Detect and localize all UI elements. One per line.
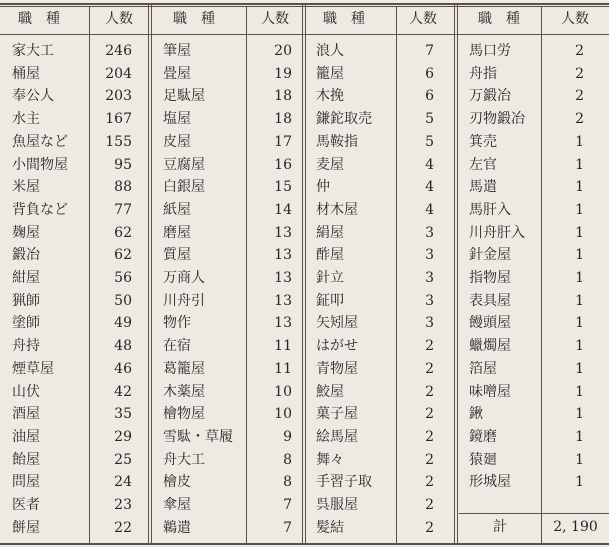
occupation-name: 酢屋 (316, 247, 344, 264)
occupation-count: 95 (114, 156, 132, 173)
occupation-count: 3 (425, 315, 434, 332)
occupation-count: 5 (425, 111, 434, 128)
occupation-count: 16 (274, 156, 292, 173)
occupation-name: 奉公人 (12, 88, 54, 105)
occupation-count: 13 (274, 292, 292, 309)
occupation-count: 2 (425, 519, 434, 536)
occupation-name: 鍛冶 (12, 247, 40, 264)
occupation-name: 紙屋 (163, 201, 191, 218)
occupation-count: 14 (274, 201, 292, 218)
occupation-name: 絵馬屋 (316, 428, 358, 445)
occupation-name: 檜物屋 (163, 406, 205, 423)
occupation-count: 2 (425, 497, 434, 513)
occupation-name: 魚屋など (12, 133, 68, 150)
header-count-4: 人数 (561, 11, 589, 27)
block-divider-1b (151, 3, 152, 545)
occupation-name: 家大工 (12, 43, 54, 59)
occupation-count: 4 (425, 201, 434, 218)
occupation-name: 馬口労 (469, 43, 511, 59)
occupation-name: 形城屋 (469, 474, 511, 491)
occupation-name: 指物屋 (469, 270, 511, 286)
occupation-count: 62 (114, 224, 132, 241)
occupation-count: 6 (425, 88, 434, 105)
occupation-name: 山伏 (12, 383, 40, 400)
occupation-count: 1 (575, 474, 584, 491)
header-count-2: 人数 (261, 11, 289, 27)
occupation-count: 19 (274, 65, 292, 82)
occupation-name: 髪結 (316, 519, 344, 536)
occupation-count: 1 (575, 428, 584, 445)
occupation-name: 水主 (12, 111, 40, 128)
occupation-count: 13 (274, 315, 292, 332)
occupation-name: 舟指 (469, 65, 497, 82)
occupation-count: 46 (114, 360, 132, 377)
occupation-name: 畳屋 (163, 65, 191, 82)
occupation-count: 8 (283, 451, 292, 468)
occupation-name: 鎌鉈取売 (316, 111, 372, 128)
header-occupation-2: 職 種 (173, 11, 215, 27)
occupation-count: 48 (114, 338, 132, 355)
occupation-count: 22 (114, 519, 132, 536)
occupation-name: 馬肝入 (469, 201, 511, 218)
occupation-name: 飴屋 (12, 451, 40, 468)
occupation-name: 馬遣 (469, 179, 497, 196)
occupation-count: 1 (575, 383, 584, 400)
occupation-count: 11 (274, 360, 292, 377)
occupation-name: 雪駄・草履 (163, 428, 233, 445)
block-divider-2a (302, 3, 303, 545)
header-occupation-3: 職 種 (323, 11, 365, 27)
block-divider-1a (148, 3, 149, 545)
occupation-count: 11 (274, 338, 292, 355)
occupation-name: 塩屋 (163, 111, 191, 128)
occupation-count: 3 (425, 224, 434, 241)
occupation-name: 手習子取 (316, 474, 372, 491)
occupation-count: 20 (274, 43, 292, 59)
occupation-count: 2 (425, 360, 434, 377)
occupation-name: 鵜遣 (163, 519, 191, 536)
occupation-count: 42 (114, 383, 132, 400)
occupation-name: 塗師 (12, 315, 40, 332)
occupation-name: 仲 (316, 179, 330, 196)
occupation-count: 62 (114, 247, 132, 264)
occupation-count: 3 (425, 292, 434, 309)
occupation-count: 9 (283, 428, 292, 445)
occupation-name: 背負など (12, 201, 68, 218)
occupation-name: 小間物屋 (12, 156, 68, 173)
occupation-name: 表具屋 (469, 292, 511, 309)
occupation-count: 18 (274, 88, 292, 105)
occupation-name: 麹屋 (12, 224, 40, 241)
occupation-count: 1 (575, 292, 584, 309)
occupation-name: 木薬屋 (163, 383, 205, 400)
occupation-count: 49 (114, 315, 132, 332)
occupation-count: 3 (425, 270, 434, 286)
occupation-count: 10 (274, 406, 292, 423)
occupation-name: 磨屋 (163, 224, 191, 241)
occupation-count: 1 (575, 179, 584, 196)
occupation-name: 菓子屋 (316, 406, 358, 423)
occupation-count: 2 (425, 338, 434, 355)
occupation-name: 豆腐屋 (163, 156, 205, 173)
occupation-name: 猿廻 (469, 451, 497, 468)
block-divider-3b (457, 3, 458, 545)
occupation-name: 麦屋 (316, 156, 344, 173)
occupation-name: 鏡磨 (469, 428, 497, 445)
occupation-name: 川舟肝入 (469, 224, 525, 241)
occupation-name: 絹屋 (316, 224, 344, 241)
occupation-name: 箕売 (469, 133, 497, 150)
occupation-count: 8 (283, 474, 292, 491)
occupation-count: 18 (274, 111, 292, 128)
occupation-name: 万鍛冶 (469, 88, 511, 105)
occupation-name: 鉦叩 (316, 292, 344, 309)
occupation-count: 7 (425, 43, 434, 59)
occupation-name: 桶屋 (12, 65, 40, 82)
occupation-count: 1 (575, 315, 584, 332)
occupation-count: 155 (105, 133, 132, 150)
occupation-name: 足駄屋 (163, 88, 205, 105)
occupation-name: 皮屋 (163, 133, 191, 150)
occupation-count: 7 (283, 497, 292, 513)
occupation-count: 2 (425, 383, 434, 400)
occupation-count: 1 (575, 156, 584, 173)
occupation-name: 材木屋 (316, 201, 358, 218)
total-value: 2, 190 (553, 519, 598, 535)
occupation-name: 矢矧屋 (316, 315, 358, 332)
occupation-count: 2 (575, 65, 584, 82)
occupation-count: 2 (575, 111, 584, 128)
occupation-name: 舟大工 (163, 451, 205, 468)
header-occupation-4: 職 種 (478, 11, 520, 27)
header-occupation-1: 職 種 (18, 11, 60, 27)
header-count-3: 人数 (409, 11, 437, 27)
occupation-name: 針立 (316, 270, 344, 286)
occupation-count: 2 (575, 43, 584, 59)
occupation-name: 白銀屋 (163, 179, 205, 196)
occupation-count: 88 (114, 179, 132, 196)
occupation-count: 7 (283, 519, 292, 536)
occupation-count: 1 (575, 201, 584, 218)
occupation-count: 1 (575, 360, 584, 377)
occupation-name: 問屋 (12, 474, 40, 491)
occupation-name: 米屋 (12, 179, 40, 196)
occupation-count: 23 (114, 497, 132, 513)
occupation-count: 13 (274, 270, 292, 286)
occupation-count: 246 (105, 43, 132, 59)
occupation-name: 鮫屋 (316, 383, 344, 400)
occupation-count: 1 (575, 224, 584, 241)
occupation-name: 刃物鍛冶 (469, 111, 525, 128)
occupation-name: 医者 (12, 497, 40, 513)
occupation-count: 1 (575, 133, 584, 150)
occupation-count: 56 (114, 270, 132, 286)
occupation-name: はがせ (316, 338, 358, 355)
occupation-name: 餅屋 (12, 519, 40, 536)
occupation-count: 25 (114, 451, 132, 468)
occupation-count: 17 (274, 133, 292, 150)
occupation-count: 2 (575, 88, 584, 105)
occupation-count: 35 (114, 406, 132, 423)
occupation-name: 傘屋 (163, 497, 191, 513)
occupation-name: 饅頭屋 (469, 315, 511, 332)
occupation-count: 2 (425, 451, 434, 468)
occupation-name: 川舟引 (163, 292, 205, 309)
occupation-count: 29 (114, 428, 132, 445)
occupation-name: 檜皮 (163, 474, 191, 491)
occupation-name: 物作 (163, 315, 191, 332)
occupation-name: 木挽 (316, 88, 344, 105)
occupation-count: 15 (274, 179, 292, 196)
occupation-name: 浪人 (316, 43, 344, 59)
occupation-name: 猟師 (12, 292, 40, 309)
occupation-count: 204 (105, 65, 132, 82)
occupation-name: 針金屋 (469, 247, 511, 264)
occupation-name: 油屋 (12, 428, 40, 445)
block-divider-2b (305, 3, 306, 545)
occupation-name: 万商人 (163, 270, 205, 286)
occupation-count: 167 (105, 111, 132, 128)
occupation-count: 10 (274, 383, 292, 400)
occupation-count: 13 (274, 247, 292, 264)
total-label: 計 (493, 519, 507, 535)
occupation-name: 舟持 (12, 338, 40, 355)
occupation-count: 1 (575, 451, 584, 468)
occupation-count: 50 (114, 292, 132, 309)
occupation-count: 77 (114, 201, 132, 218)
occupation-count: 2 (425, 474, 434, 491)
occupation-count: 4 (425, 179, 434, 196)
occupation-name: 左官 (469, 156, 497, 173)
occupation-count: 1 (575, 406, 584, 423)
occupation-count: 2 (425, 428, 434, 445)
occupation-name: 紺屋 (12, 270, 40, 286)
occupation-name: 葛籠屋 (163, 360, 205, 377)
occupation-count: 13 (274, 224, 292, 241)
occupation-name: 鍬 (469, 406, 483, 423)
occupation-name: 質屋 (163, 247, 191, 264)
occupation-count: 3 (425, 247, 434, 264)
occupation-count: 1 (575, 270, 584, 286)
occupation-name: 酒屋 (12, 406, 40, 423)
occupation-count: 1 (575, 338, 584, 355)
header-count-1: 人数 (105, 11, 133, 27)
occupation-count: 24 (114, 474, 132, 491)
occupation-name: 青物屋 (316, 360, 358, 377)
occupation-name: 蠟燭屋 (469, 338, 511, 355)
occupation-name: 呉服屋 (316, 497, 358, 513)
occupation-name: 籠屋 (316, 65, 344, 82)
occupation-name: 在宿 (163, 338, 191, 355)
occupation-count: 203 (105, 88, 132, 105)
occupation-count: 2 (425, 406, 434, 423)
occupation-count: 1 (575, 247, 584, 264)
block-divider-3a (454, 3, 455, 545)
occupation-name: 馬鞍指 (316, 133, 358, 150)
occupation-count: 6 (425, 65, 434, 82)
occupation-name: 煙草屋 (12, 360, 54, 377)
occupation-name: 箔屋 (469, 360, 497, 377)
occupation-name: 舞々 (316, 451, 344, 468)
occupation-name: 筆屋 (163, 43, 191, 59)
occupation-count: 4 (425, 156, 434, 173)
occupation-name: 味噌屋 (469, 383, 511, 400)
occupation-count: 5 (425, 133, 434, 150)
